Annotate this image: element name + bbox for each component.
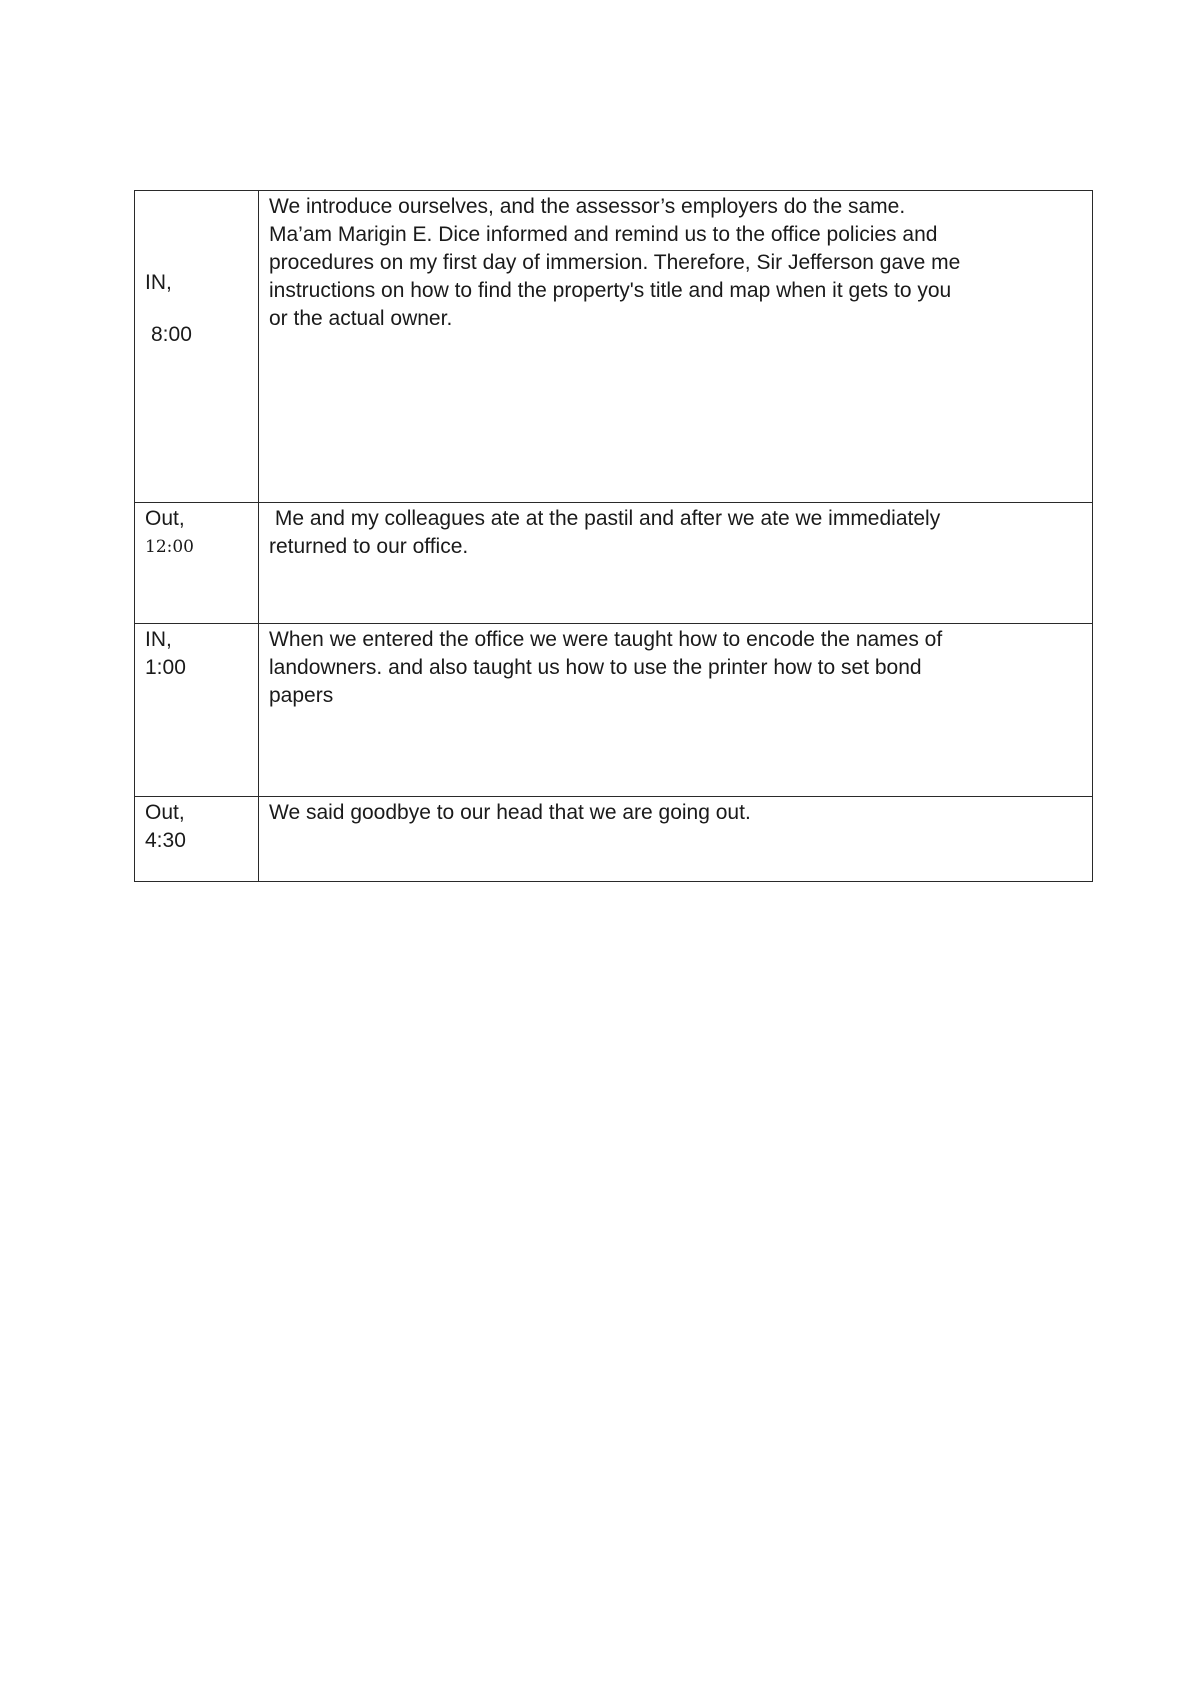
immersion-log-table [134,190,1093,882]
description-line: Ma’am Marigin E. Dice informed and remind us to the office policies and [269,223,938,246]
time-cell [135,503,259,624]
time-cell [135,797,259,882]
time-status: IN, [145,628,172,651]
description-cell [259,624,1093,797]
time-value: 1:00 [145,656,186,679]
time-value: 4:30 [145,829,186,852]
time-cell [135,624,259,797]
table-row [135,624,1093,797]
table-row [135,797,1093,882]
description-line: instructions on how to find the property's title and map when it gets to you [269,279,952,302]
description-line: landowners. and also taught us how to use the printer how to set bond [269,656,922,679]
description-cell [259,503,1093,624]
table-row [135,191,1093,503]
description-line: returned to our office. [269,535,469,558]
time-value: 12:00 [145,537,194,557]
description-cell [259,797,1093,882]
description-line: procedures on my first day of immersion. Therefore, Sir Jefferson gave me [269,251,961,274]
time-status: Out, [145,507,185,530]
time-status: IN, [145,271,172,294]
table-row [135,503,1093,624]
description-line: We said goodbye to our head that we are going out. [269,801,751,824]
time-cell [135,191,259,503]
time-status: Out, [145,801,185,824]
description-line: or the actual owner. [269,307,453,330]
description-line: Me and my colleagues ate at the pastil and after we ate we immediately [269,507,941,530]
description-cell [259,191,1093,503]
time-value: 8:00 [151,323,192,346]
description-line: When we entered the office we were taught how to encode the names of [269,628,943,651]
description-line: papers [269,684,334,707]
description-line: We introduce ourselves, and the assessor’s employers do the same. [269,195,906,218]
